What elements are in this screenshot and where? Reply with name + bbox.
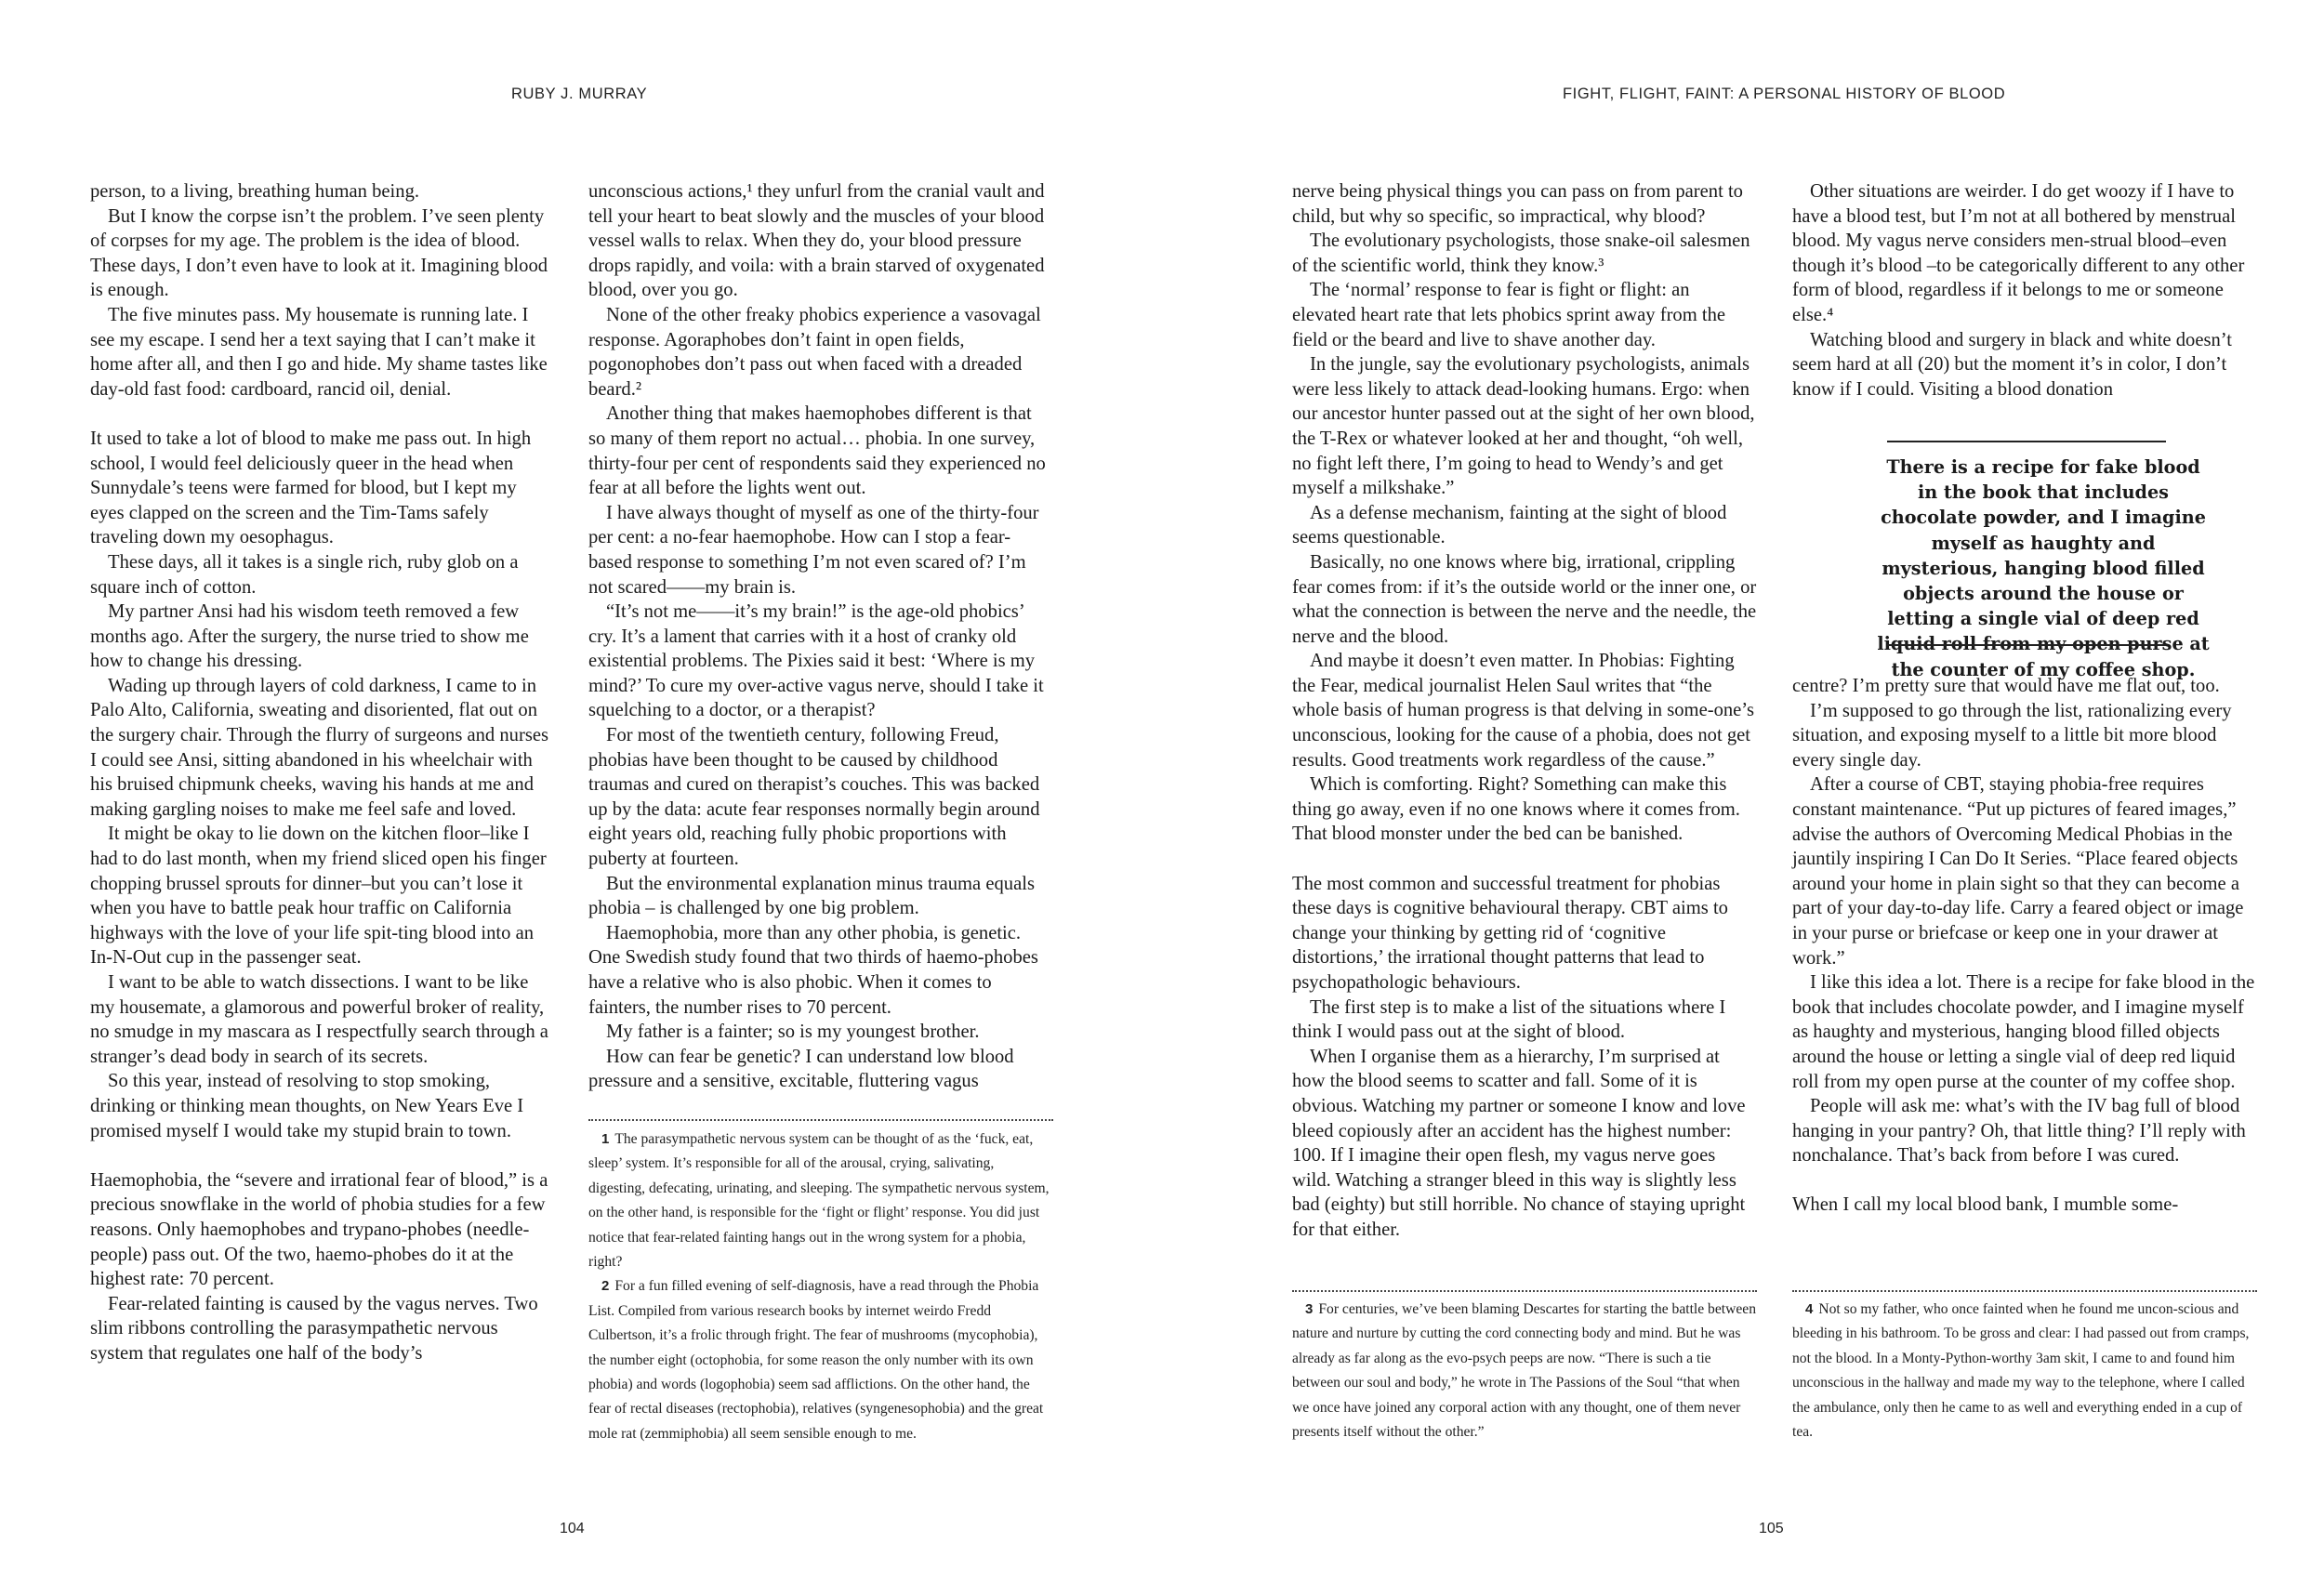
left-page-column-2 [588,179,1053,1094]
paragraph: And maybe it doesn’t even matter. In Phobias: Fighting the Fear, medical journalist Helen Saul writes that “the whole basis of human progress is that delving in some-one’s unconscious, looking for the cause of a phobia, does not get results. Good treatments work regardless of the cause.” [1292,651,1755,771]
footnote-text: Not so my father, who once fainted when he found me uncon-scious and bleeding in his bathroom. To be gross and clear: I had passed out from cramps, not the blood. In a Monty-Python-worthy 3am skit, I came to and found him unconscious in the hallway and made my way to the telephone, where I called the ambulance, only then he came to as well and everything ended in a cup of tea. [1792,1301,2250,1441]
footnote-text: For a fun filled evening of self-diagnosis, have a read through the Phobia List. Compiled from various research books by internet weirdo Fredd Culbertson, it’s a frolic through fright. The fear of mushrooms (mycophobia), the number eight (octophobia, for some reason the only number with its own phobia) and words (logophobia) seem sad afflictions. On the other hand, the fear of rectal diseases (rectophobia), relatives (syngenesophobia) and the great mole rat (zemmiphobia) all seem sensible enough to me. [588,1278,1044,1442]
right-page-footnotes-col-2 [1792,1298,2257,1444]
page-number-left: 104 [560,1521,585,1536]
paragraph: The ‘normal’ response to fear is fight or flight: an elevated heart rate that lets phobics sprint away from the field or the beard and live to shave another day. [1292,280,1726,350]
pull-quote: There is a recipe for fake blood in the book that includes chocolate powder, and I imagine myself as haughty and mysterious, hanging blood filled objects around the house or letting a single vial of deep red liquid roll from my open purse at the counter of my coffee shop. [1877,456,2210,680]
footnote-number: 3 [1305,1301,1314,1317]
footnote-divider-right-1 [1292,1290,1757,1292]
footnote-number: 2 [601,1278,610,1295]
footnote-number: 1 [601,1131,610,1147]
paragraph: When I organise them as a hierarchy, I’m surprised at how the blood seems to scatter and fall. Some of it is obvious. Watching my partner or someone I know and love bleed copiously after an accident has the highest number: 100. If I imagine their open flesh, my vagus nerve goes wild. Watching a stranger bleed in this way is slightly less bad (eighty) but still horrible. No chance of staying upright for that either. [1292,1046,1746,1240]
footnote-divider-right-2 [1792,1290,2257,1292]
paragraph: For most of the twentieth century, following Freud, phobias have been thought to be caused by childhood traumas and cured on therapist’s couches. This was backed up by the data: acute fear responses normally begin around eight years old, reaching fully phobic proportions with puberty at fourteen. [588,725,1040,870]
paragraph: It used to take a lot of blood to make me pass out. In high school, I would feel deliciously queer in the head when Sunnydale’s teens were farmed for blood, but I kept my eyes clapped on the screen and the Tim-Tams safely traveling down my oesophagus. [90,428,532,548]
paragraph: But I know the corpse isn’t the problem. I’ve seen plenty of corpses for my age. The problem is the idea of blood. These days, I don’t even have to look at it. Imagining blood is enough. [90,205,548,301]
paragraph: I like this idea a lot. There is a recipe for fake blood in the book that includes chocolate powder, and I imagine myself as haughty and mysterious, hanging blood filled objects around the house or letting a single vial of deep red liquid roll from my open purse at the counter of my coffee shop. [1792,972,2255,1092]
footnote-text: The parasympathetic nervous system can be thought of as the ‘fuck, eat, sleep’ system. It’s responsible for all of the arousal, crying, salivating, digesting, defecating, urinating, and sleeping. The sympathetic nervous system, on the other hand, is responsible for the ‘fight or flight’ response. You did just notice that fear-related fainting hangs out in the wrong system for a phobia, right? [588,1131,1050,1271]
paragraph: I’m supposed to go through the list, rationalizing every situation, and exposing myself to a little bit more blood every single day. [1792,700,2232,771]
paragraph: As a defense mechanism, fainting at the sight of blood seems questionable. [1292,502,1727,548]
footnote [1792,1298,2257,1444]
left-page-column-1 [90,179,555,1366]
paragraph: person, to a living, breathing human being. [90,181,420,202]
paragraph: These days, all it takes is a single rich, ruby glob on a square inch of cotton. [90,551,519,598]
paragraph: Wading up through layers of cold darkness, I came to in Palo Alto, California, sweating and disoriented, flat out on the surgery chair. Through the flurry of surgeons and nurses I could see Ansi, sitting abandoned in his wheelchair with his bruised chipmunk cheeks, waving his hands at me and making gargling noises to make me feel safe and loved. [90,675,549,820]
running-head-left: RUBY J. MURRAY [511,86,648,102]
footnote-text: For centuries, we’ve been blaming Descartes for starting the battle between nature and nurture by cutting the cord connecting body and mind. But he was already as far along as the evo-psych peeps are now. “There is such a tie between our soul and body,” he wrote in The Passions of the Soul “that when we once have joined any corporal action with any thought, one of them never presents itself without the other.” [1292,1301,1757,1441]
paragraph: The five minutes pass. My housemate is running late. I see my escape. I send her a text saying that I can’t make it home after all, and then I go and hide. My shame tastes like day-old fast food: cardboard, rancid oil, denial. [90,304,548,400]
running-head-right: FIGHT, FLIGHT, FAINT: A PERSONAL HISTORY OF BLOOD [1563,86,2006,102]
left-page-footnotes [588,1127,1053,1446]
paragraph: Which is comforting. Right? Something can make this thing go away, even if no one knows where it comes from. That blood monster under the bed can be banished. [1292,774,1740,845]
paragraph: Other situations are weirder. I do get woozy if I have to have a blood test, but I’m not at all bothered by menstrual blood. My vagus nerve considers men-strual blood–even though it’s blood –to be categorically different to any other form of blood, regardless if it belongs to me or someone else.⁴ [1792,181,2245,325]
footnote-number: 4 [1805,1301,1814,1317]
paragraph: Another thing that makes haemophobes different is that so many of them report no actual… phobia. In one survey, thirty-four per cent of respondents said they experienced no fear at all before the lights went out. [588,403,1046,499]
footnote-divider-left [588,1119,1053,1121]
pull-quote-rule-top [1887,441,2166,442]
paragraph: Fear-related fainting is caused by the vagus nerves. Two slim ribbons controlling the parasympathetic nervous system that regulates one half of the body’s [90,1293,538,1364]
paragraph: So this year, instead of resolving to stop smoking, drinking or thinking mean thoughts, on New Years Eve I promised myself I would take my stupid brain to town. [90,1071,524,1141]
right-page-column-1 [1292,179,1757,1243]
paragraph: But the environmental explanation minus trauma equals phobia – is challenged by one big problem. [588,873,1035,919]
paragraph: Haemophobia, the “severe and irrational fear of blood,” is a precious snowflake in the world of phobia studies for a few reasons. Only haemophobes and trypano-phobes (needle-people) pass out. Of the two, haemo-phobes do it at the highest rate: 70 percent. [90,1169,548,1290]
paragraph: unconscious actions,¹ they unfurl from the cranial vault and tell your heart to beat slowly and the muscles of your blood vessel walls to relax. When they do, your blood pressure drops rapidly, and voila: with a brain starved of oxygenated blood, over you go. [588,181,1045,301]
paragraph: “It’s not me——it’s my brain!” is the age-old phobics’ cry. It’s a lament that carries with it a host of cranky old existential problems. The Pixies said it best: ‘Where is my mind?’ To cure my over-active vagus nerve, should I take it squelching to a doctor, or a therapist? [588,601,1044,721]
paragraph: When I call my local blood bank, I mumble some- [1792,1194,2179,1216]
paragraph: None of the other freaky phobics experience a vasovagal response. Agoraphobes don’t faint in open fields, pogonophobes don’t pass out when faced with a dreaded beard.² [588,304,1041,400]
footnote [588,1274,1053,1446]
paragraph: centre? I’m pretty sure that would have me flat out, too. [1792,676,2220,696]
paragraph: The most common and successful treatment for phobias these days is cognitive behavioural therapy. CBT aims to change your thinking by getting rid of ‘cognitive distortions,’ the irrational thought patterns that lead to psychopathologic behaviours. [1292,873,1728,993]
paragraph: Watching blood and surgery in black and white doesn’t seem hard at all (20) but the moment it’s in color, I don’t know if I could. Visiting a blood donation [1792,329,2232,400]
paragraph: My father is a fainter; so is my youngest brother. [606,1022,980,1043]
paragraph: I have always thought of myself as one of the thirty-four per cent: a no-fear haemophobe. How can I stop a fear-based response to something I’m not even scared of? I’m not scared——my brain is. [588,502,1039,598]
paragraph: The evolutionary psychologists, those snake-oil salesmen of the scientific world, think they know.³ [1292,231,1750,276]
paragraph: Basically, no one knows where big, irrational, crippling fear comes from: if it’s the outside world or the inner one, or what the connection is between the nerve and the needle, the nerve and the blood. [1292,551,1757,647]
paragraph: How can fear be genetic? I can understand low blood pressure and a sensitive, excitable, fluttering vagus [588,1046,1014,1092]
paragraph: Haemophobia, more than any other phobia, is genetic. One Swedish study found that two thirds of haemo-phobes have a relative who is also phobic. When it comes to fainters, the number rises to 70 percent. [588,922,1038,1018]
paragraph: nerve being physical things you can pass on from parent to child, but why so specific, so impractical, why blood? [1292,181,1743,227]
paragraph: After a course of CBT, staying phobia-free requires constant maintenance. “Put up pictures of feared images,” advise the authors of Overcoming Medical Phobias in the jauntily inspiring I Can Do It Series. “Place feared objects around your home in plain sight so that they can become a part of your day-to-day life. Carry a feared object or image in your purse or briefcase or keep one in your drawer at work.” [1792,774,2244,969]
footnote [588,1127,1053,1274]
paragraph: It might be okay to lie down on the kitchen floor–like I had to do last month, when my friend sliced open his finger chopping brussel sprouts for dinner–but you can’t lose it when you have to battle peak hour traffic on California highways with the love of your life spit-ting blood into an In-N-Out cup in the passenger seat. [90,824,547,969]
paragraph: People will ask me: what’s with the IV bag full of blood hanging in your pantry? Oh, that little thing? I’ll reply with nonchalance. That’s back from before I was cured. [1792,1096,2246,1167]
right-page-footnotes-col-1 [1292,1298,1757,1444]
paragraph: In the jungle, say the evolutionary psychologists, animals were less likely to attack dead-looking humans. Ergo: when our ancestor hunter passed out at the sight of her own blood, the T-Rex or whatever looked at her and thought, “oh well, no fight left there, I’m going to head to Wendy’s and get myself a milkshake.” [1292,354,1755,499]
footnote [1292,1298,1757,1444]
paragraph: My partner Ansi had his wisdom teeth removed a few months ago. After the surgery, the nurse tried to show me how to change his dressing. [90,601,529,672]
paragraph: The first step is to make a list of the situations where I think I would pass out at the sight of blood. [1292,996,1726,1043]
paragraph: I want to be able to watch dissections. I want to be like my housemate, a glamorous and powerful broker of reality, no smudge in my mascara as I respectfully search through a stranger’s dead body in search of its secrets. [90,972,548,1067]
right-page-column-2-top [1792,179,2257,402]
right-page-column-2-bottom [1792,674,2257,1218]
page-number-right: 105 [1759,1521,1784,1536]
pull-quote-rule-bottom [1887,644,2166,646]
